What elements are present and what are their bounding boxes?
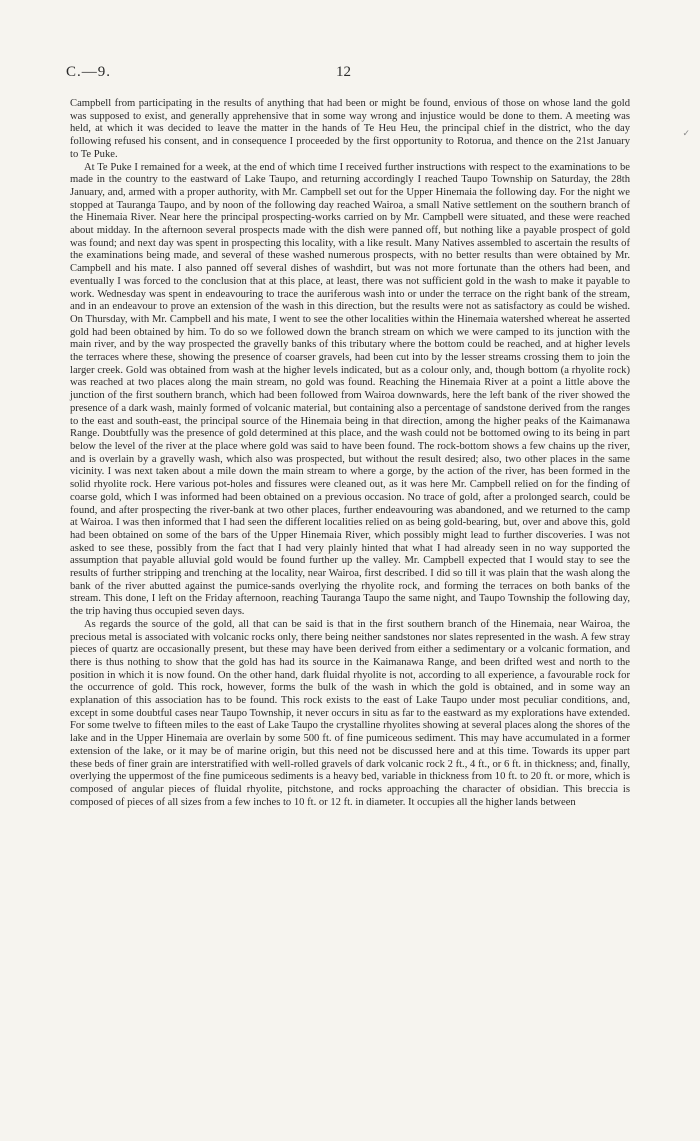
paragraph: At Te Puke I remained for a week, at the end of which time I received further instructions with respect to the examinations to be made in the country to the eastward of Lake Taupo, and returning accordingly I reached Taupo Township on Saturday, the 28th January, and, armed with a proper authority, with Mr. Campbell set out for the Upper Hinemaia the following day. For the night we stopped at Tauranga Taupo, and by noon of the following day reached Wairoa, a small Native settlement on the southern branch of the Hinemaia River. Near here the principal prospecting-works carried on by Mr. Campbell were situated, and these were reached about midday. In the afternoon several prospects made with the dish were panned off, but nothing like a payable prospect of gold was found; and next day was spent in prospecting this locality, with a like result. Many Natives assembled to ascertain the results of the examinations being made, and several of these washed numerous prospects, with no better results than were obtained by Mr. Campbell and his mate. I also panned off several dishes of washdirt, but was not more fortunate than the others had been, and eventually I was forced to the conclusion that at this place, at least, there was not sufficient gold in the wash to make it payable to work. Wednesday was spent in endeavouring to trace the auriferous wash into or under the terrace on the right bank of the stream, and in an endeavour to prove an extension of the wash in this direction, but the results were not as satisfactory as could be wished. On Thursday, with Mr. Campbell and his mate, I went to see the other localities within the Hinemaia watershed whereat he asserted gold had been obtained by him. To do so we followed down the branch stream on which we were camped to its junction with the main river, and by the way prospected the gravelly banks of this tributary where the bottom could be reached, and at higher levels the terraces where these, showing the presence of coarser gravels, had been cut into by the lesser streams crossing them to join the larger creek. Gold was obtained from wash at the higher levels indicated, but as a colour only, and, though bottom (a rhyolite rock) was reached at two places along the main stream, no gold was found. Reaching the Hinemaia River at a point a little above the junction of the first southern branch, which had been followed from Wairoa downwards, here the left bank of the river showed the presence of a dark wash, mainly formed of volcanic material, but containing also a percentage of sandstone derived from the ranges to the east and south-east, the principal source of the Hinemaia being in that direction, among the higher peaks of the Kaimanawa Range. Doubtfully was the presence of gold determined at this place, and the wash could not be bottomed owing to its being in part below the level of the river at the place where gold was said to have been found. The rock-bottom shows a few chains up the river, and is overlain by a gravelly wash, which also was prospected, but without the result desired; also, two other places in the same vicinity. I was next taken about a mile down the main stream to where a gorge, by the action of the river, has been formed in the solid rhyolite rock. Here various pot-holes and fissures were cleaned out, as it was here Mr. Campbell relied on for the finding of coarse gold, which I was informed had been obtained on a previous occasion. No trace of gold, after a prolonged search, could be found, and after prospecting the river-bank at two other places, further endeavouring was abandoned, and we returned to the camp at Wairoa. I was then informed that I had seen the different localities relied on as being gold-bearing, but, over and above this, gold had been obtained on some of the bars of the Upper Hinemaia River, which possibly might lead to further discoveries. I was not asked to see these, possibly from the fact that I had very plainly hinted that what I had already seen in no way supported the assumption that payable alluvial gold would be found further up the valley. Mr. Campbell expected that I would stay to see the results of further stripping and trenching at the locality, near Wairoa, first described. I did so till it was plain that the wash along the bank of the river abutted against the pumice-sands overlying the rhyolite rock, and forming the terraces on both banks of the stream. This done, I left on the Friday afternoon, reaching Tauranga Taupo the same night, and Taupo Township the following day, the trip having thus occupied seven days.: [70, 161, 630, 618]
paragraph: As regards the source of the gold, all that can be said is that in the first southern branch of the Hinemaia, near Wairoa, the precious metal is associated with volcanic rocks only, there being neither sandstones nor slates represented in the wash. A few stray pieces of quartz are occasionally present, but these may have been derived from either a sedimentary or a volcanic formation, and there is thus nothing to show that the gold has had its source in the Kaimanawa Range, and been drifted west and north to the position in which it is now found. On the other hand, dark fluidal rhyolite is not, according to all experience, a favourable rock for the occurrence of gold. This rock, however, forms the bulk of the wash in which the gold is obtained, and in some way an explanation of this association has to be found. This rock exists to the east of Lake Taupo under most peculiar conditions, and, except in some doubtful cases near Taupo Township, it never occurs in situ as far to the eastward as my explorations have extended. For some twelve to fifteen miles to the east of Lake Taupo the crystalline rhyolites showing at several places along the shores of the lake and in the Upper Hinemaia are overlain by some 500 ft. of fine pumiceous sediment. This may have accumulated in a former extension of the lake, or it may be of marine origin, but this need not be discussed here and at this time. Towards its upper part these beds of finer grain are interstratified with well-rolled gravels of dark volcanic rock 2 ft., 4 ft., or 6 ft. in thickness; and, finally, overlying the uppermost of the fine pumiceous sediments is a heavy bed, variable in thickness from 10 ft. to 20 ft. or more, which is composed of angular pieces of fluidal rhyolite, pitchstone, and rocks approaching the character of obsidian. This breccia is composed of pieces of all sizes from a few inches to 10 ft. or 12 ft. in diameter. It occupies all the higher lands between: [70, 618, 630, 808]
document-reference: C.—9.: [66, 64, 112, 80]
page-number: 12: [336, 64, 351, 80]
paragraph: Campbell from participating in the results of anything that had been or might be found, envious of those on whose land the gold was supposed to exist, and generally apprehensive that in some way wrong and injustice would be done to them. A meeting was held, at which it was decided to leave the matter in the hands of Te Heu Heu, the principal chief in the district, who the day following refused his consent, and in consequence I proceeded by the first opportunity to Rotorua, and thence on the 21st January to Te Puke.: [70, 98, 630, 160]
document-body: [70, 98, 630, 809]
margin-mark: ✓: [682, 128, 690, 138]
page-header: [66, 64, 634, 86]
